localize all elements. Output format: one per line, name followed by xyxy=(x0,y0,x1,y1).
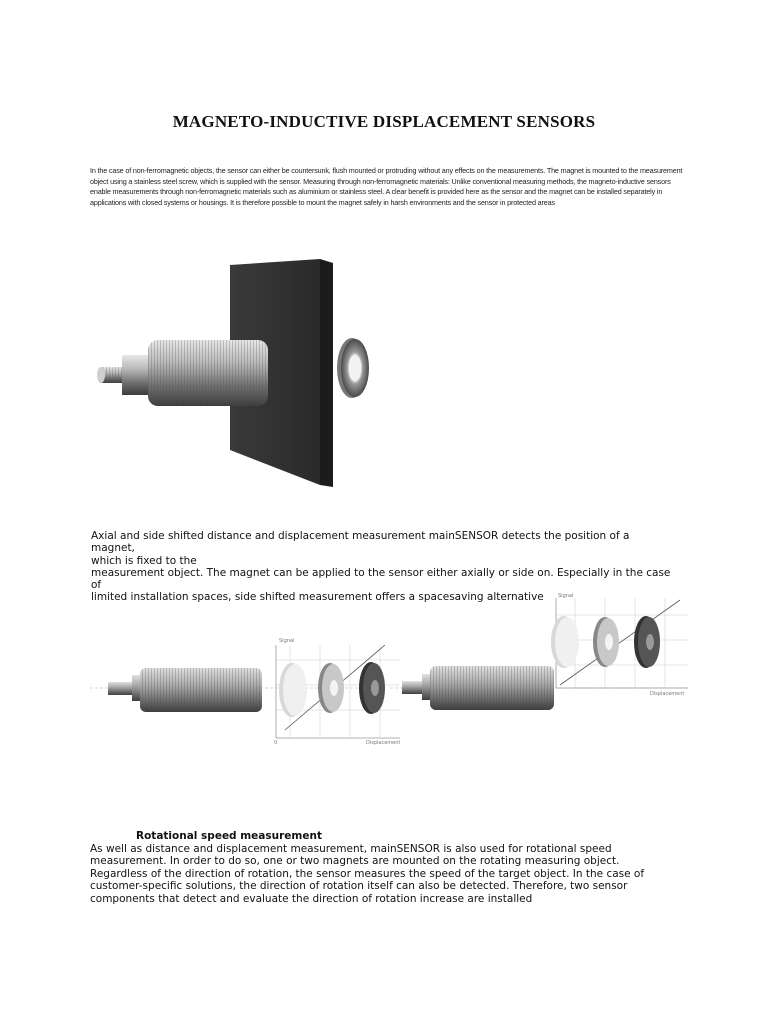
text-line: Axial and side shifted distance and displacement measurement mainSENSOR detects the position of a magnet, xyxy=(91,530,630,555)
section-heading: Rotational speed measurement xyxy=(136,830,322,842)
sensor-body xyxy=(97,340,268,406)
right-graph-x-label: Displacement xyxy=(650,691,685,697)
right-magnets xyxy=(551,616,660,668)
intro-paragraph: In the case of non-ferromagnetic objects, the sensor can either be countersunk, flush mounted or protruding without any effects on the measurements. The magnet is mounted to the measurement object using a stainless steel screw, which is supplied with the sensor. Measuring through non-ferromagnetic materials: Unlike conventional measuring methods, the magneto-inductive sensors enable measurements through non-ferromagnetic materials such as aluminium or stainless steel. A clear benefit is provided here as the sensor and the magnet can be installed separately in applications with closed systems or housings. It is therefore possible to mount the magnet safely in harsh environments and the sensor in protected areas xyxy=(90,166,683,207)
page-title: MAGNETO-INDUCTIVE DISPLACEMENT SENSORS xyxy=(172,112,596,131)
left-graph-origin: 0 xyxy=(274,740,278,746)
right-sensor xyxy=(402,666,554,710)
text-line: limited installation spaces, side shifted measurement offers a spacesaving alternative xyxy=(91,591,544,604)
left-magnets xyxy=(279,662,385,717)
left-graph-x-label: Displacement xyxy=(366,740,401,746)
text-line: which is fixed to the xyxy=(91,554,197,567)
measurement-diagram-figure xyxy=(90,590,690,750)
magnet-ring xyxy=(337,338,369,398)
rotational-speed-paragraph: As well as distance and displacement measurement, mainSENSOR is also used for rotational speed measurement. In order to do so, one or two magnets are mounted on the rotating measuring object. Regardless of the direction of rotation, the sensor measures the speed of the target object. In the case of customer-specific solutions, the direction of rotation itself can also be detected. Therefore, two sensor components that detect and evaluate the direction of rotation increase are installed xyxy=(90,843,645,905)
left-sensor xyxy=(108,668,262,712)
text-line: measurement object. The magnet can be applied to the sensor either axially or side on. Especially in the case of xyxy=(91,566,671,592)
sensor-plate-figure xyxy=(90,255,400,495)
right-graph-y-label: Signal xyxy=(558,593,574,599)
left-graph-y-label: Signal xyxy=(279,638,295,644)
